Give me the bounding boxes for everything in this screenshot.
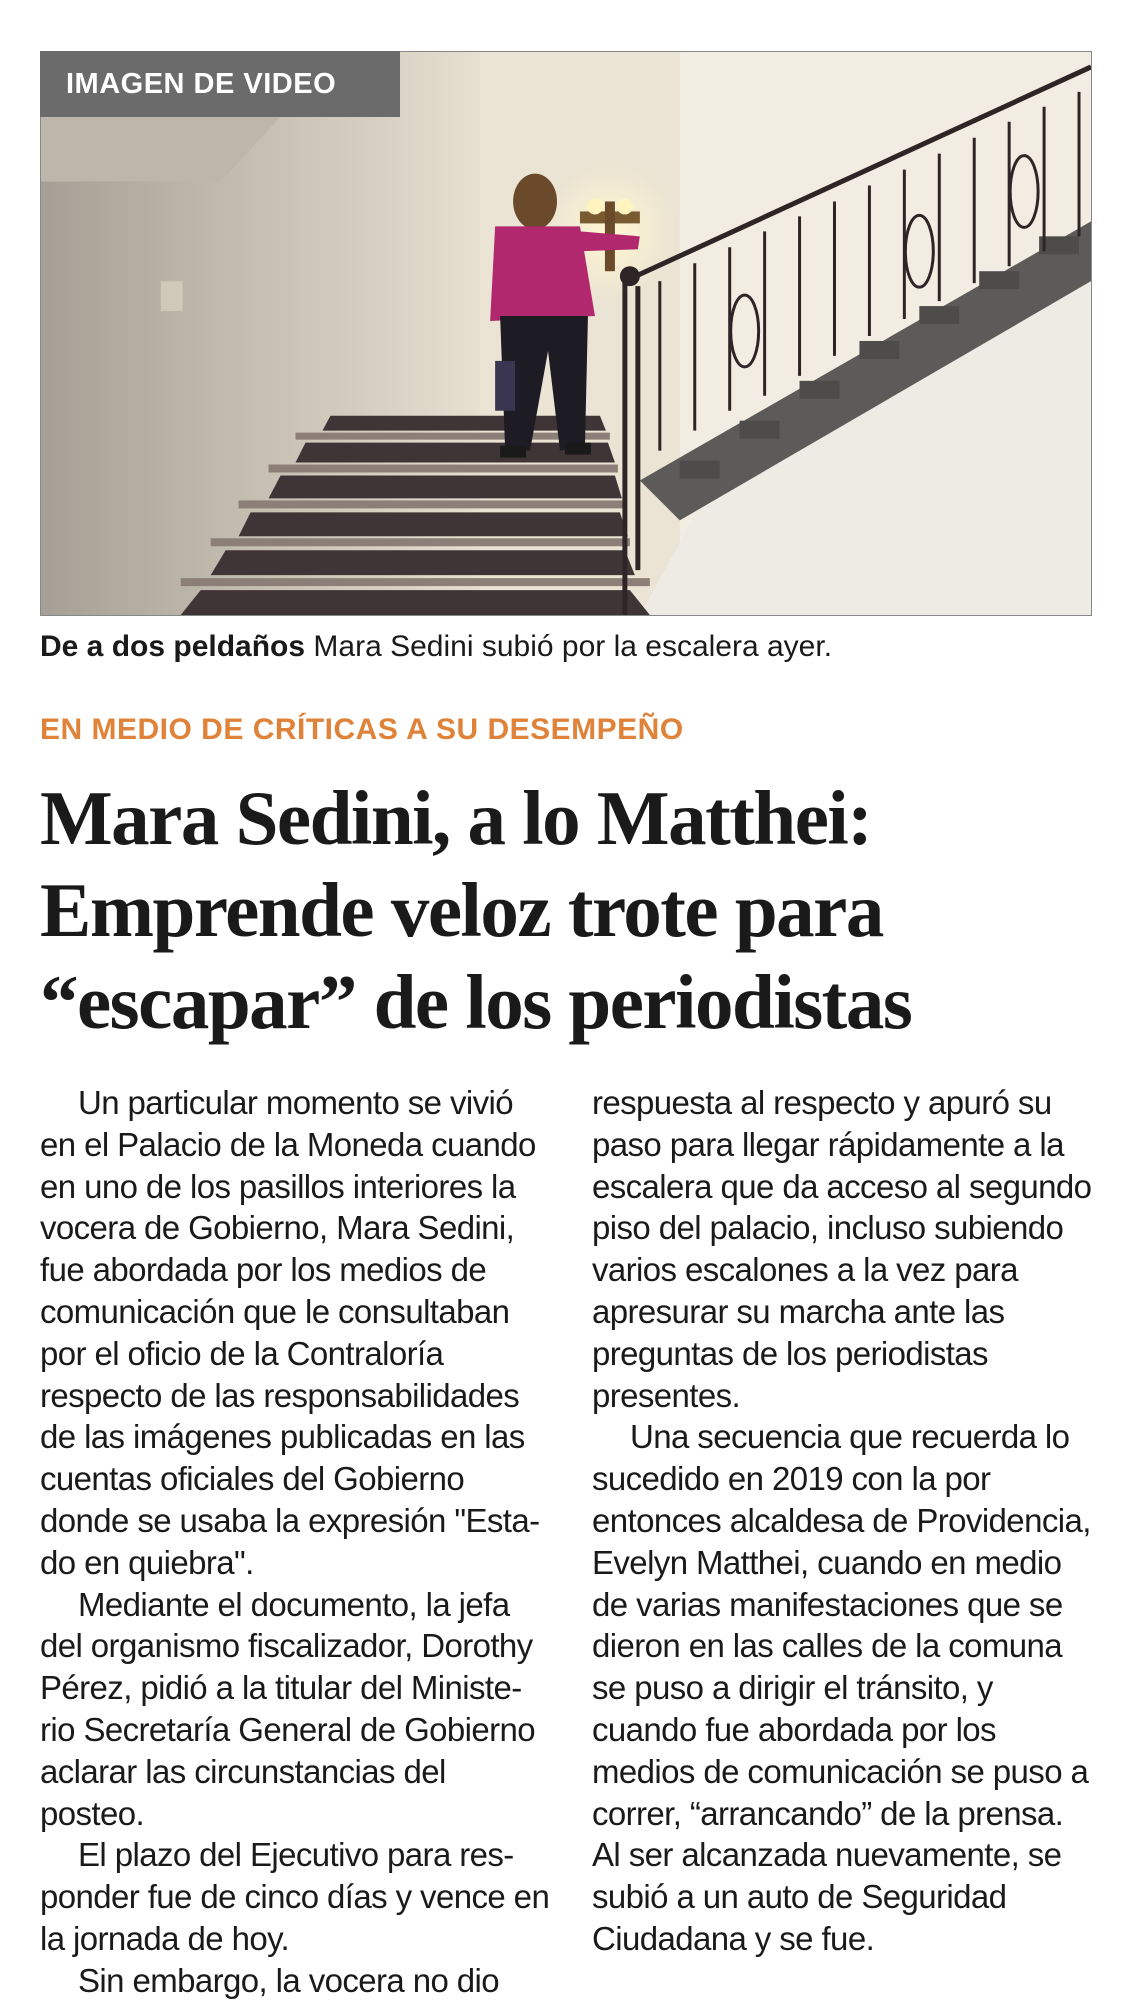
article-body-right-column	[592, 1082, 1106, 1960]
body-text-line: comunicación que le consultaban	[40, 1292, 510, 1330]
body-text-line: la jornada de hoy.	[40, 1919, 290, 1957]
article-headline	[40, 772, 1100, 1048]
body-text-line: preguntas de los periodistas	[592, 1334, 988, 1372]
body-text-line: sucedido en 2019 con la por	[592, 1460, 991, 1498]
body-text-line: por el oficio de la Contraloría	[40, 1334, 444, 1372]
body-text-line: varios escalones a la vez para	[592, 1251, 1018, 1289]
headline-line: Mara Sedini, a lo Matthei:	[40, 775, 872, 861]
body-text-line: donde se usaba la expresión "Esta-	[40, 1501, 540, 1539]
headline-line: Emprende veloz trote para	[40, 867, 883, 953]
body-text-line: de las imágenes publicadas en las	[40, 1418, 525, 1456]
body-text-line: Ciudadana y se fue.	[592, 1919, 875, 1957]
body-text-line: de varias manifestaciones que se	[592, 1585, 1063, 1623]
body-text-line: El plazo del Ejecutivo para res-	[78, 1836, 514, 1874]
body-text-line: ponder fue de cinco días y vence en	[40, 1878, 550, 1916]
body-text-line: Pérez, pidió a la titular del Ministe-	[40, 1669, 522, 1707]
body-text-line: presentes.	[592, 1376, 741, 1414]
staircase-image	[41, 52, 1091, 615]
body-text-line: respuesta al respecto y apuró su	[592, 1084, 1052, 1121]
body-text-line: en el Palacio de la Moneda cuando	[40, 1125, 536, 1163]
body-text-line: entonces alcaldesa de Providencia,	[592, 1501, 1091, 1539]
body-text-line: medios de comunicación se puso a	[592, 1752, 1089, 1790]
body-text-line: dieron en las calles de la comuna	[592, 1627, 1062, 1665]
caption-text: Mara Sedini subió por la escalera ayer.	[305, 630, 833, 663]
body-text-line: respecto de las responsabilidades	[40, 1376, 520, 1414]
body-text-line: do en quiebra".	[40, 1543, 254, 1581]
body-text-line: Un particular momento se vivió	[78, 1084, 514, 1121]
body-text-line: escalera que da acceso al segundo	[592, 1167, 1092, 1205]
body-text-line: Mediante el documento, la jefa	[78, 1585, 510, 1623]
body-text-line: cuentas oficiales del Gobierno	[40, 1460, 465, 1498]
body-text-line: Evelyn Matthei, cuando en medio	[592, 1543, 1062, 1581]
caption-lead: De a dos peldaños	[40, 630, 306, 663]
body-text-line: vocera de Gobierno, Mara Sedini,	[40, 1209, 515, 1247]
body-text-line: correr, “arrancando” de la prensa.	[592, 1794, 1064, 1832]
body-text-line: fue abordada por los medios de	[40, 1251, 487, 1289]
body-text-line: aclarar las circunstancias del posteo.	[40, 1752, 446, 1832]
body-text-line: del organismo fiscalizador, Dorothy	[40, 1627, 533, 1665]
body-text-line: Una secuencia que recuerda lo	[630, 1418, 1070, 1456]
body-text-line: se puso a dirigir el tránsito, y	[592, 1669, 993, 1707]
video-image-tag: IMAGEN DE VIDEO	[40, 51, 400, 117]
photo-caption	[40, 624, 1092, 670]
body-text-line: subió a un auto de Seguridad	[592, 1878, 1007, 1916]
body-text-line: paso para llegar rápidamente a la	[592, 1125, 1064, 1163]
body-text-line: rio Secretaría General de Gobierno	[40, 1710, 536, 1748]
article-kicker: EN MEDIO DE CRÍTICAS A SU DESEMPEÑO	[40, 713, 684, 746]
body-text-line: apresurar su marcha ante las	[592, 1292, 1005, 1330]
body-text-line: Sin embargo, la vocera no dio	[78, 1961, 500, 1999]
body-text-line: piso del palacio, incluso subiendo	[592, 1209, 1064, 1247]
headline-line: “escapar” de los periodistas	[40, 959, 912, 1045]
body-text-line: en uno de los pasillos interiores la	[40, 1167, 516, 1205]
article-body-left-column	[40, 1082, 554, 2002]
body-text-line: cuando fue abordada por los	[592, 1710, 996, 1748]
body-text-line: Al ser alcanzada nuevamente, se	[592, 1836, 1062, 1874]
article-photo	[40, 51, 1092, 616]
